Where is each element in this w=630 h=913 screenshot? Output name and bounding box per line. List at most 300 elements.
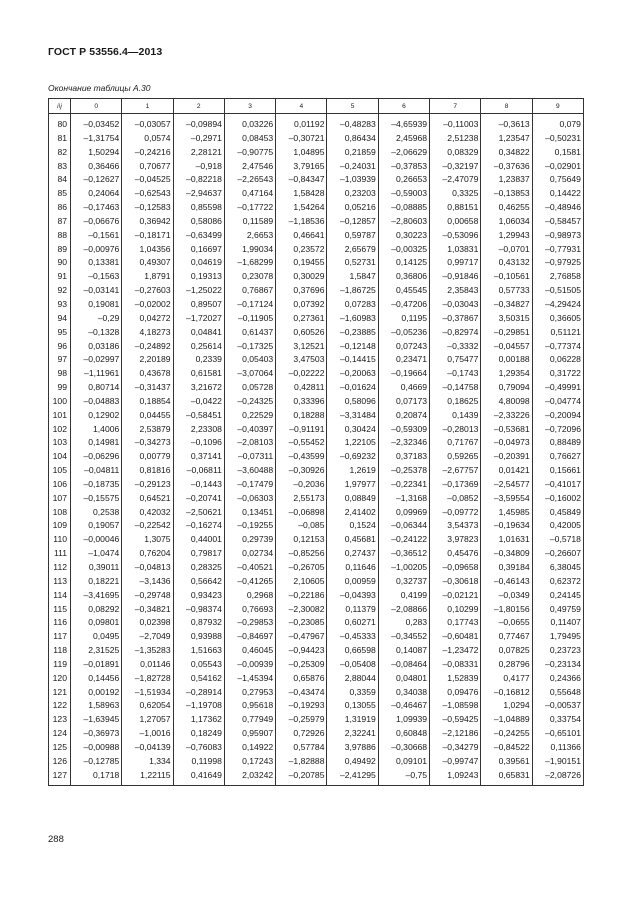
- value-cell: –0,29748: [122, 589, 173, 603]
- value-cell: –0,00046: [71, 533, 122, 547]
- value-cell: –0,12148: [327, 340, 378, 354]
- value-cell: –0,34821: [122, 603, 173, 617]
- value-cell: 0,23572: [276, 243, 327, 257]
- table-row: [49, 423, 584, 437]
- value-cell: –0,90775: [224, 146, 275, 160]
- value-cell: –0,0852: [430, 492, 481, 506]
- value-cell: 3,47503: [276, 353, 327, 367]
- value-cell: –2,54577: [481, 478, 532, 492]
- table-row: [49, 630, 584, 644]
- row-index-cell: 98: [49, 367, 71, 381]
- value-cell: 0,03186: [71, 340, 122, 354]
- value-cell: 1,27057: [122, 713, 173, 727]
- value-cell: 0,55648: [532, 686, 583, 700]
- value-cell: –0,34279: [430, 741, 481, 755]
- value-cell: 0,79817: [173, 547, 224, 561]
- value-cell: 0,31722: [532, 367, 583, 381]
- value-cell: 0,00188: [481, 353, 532, 367]
- value-cell: –0,24255: [481, 727, 532, 741]
- header-row: [49, 99, 584, 114]
- value-cell: 0,46045: [224, 644, 275, 658]
- row-index-cell: 80: [49, 114, 71, 132]
- value-cell: –0,69232: [327, 450, 378, 464]
- value-cell: –0,09772: [430, 506, 481, 520]
- value-cell: –0,46143: [481, 575, 532, 589]
- value-cell: –0,19664: [378, 367, 429, 381]
- value-cell: –0,14415: [327, 353, 378, 367]
- value-cell: 0,42032: [122, 506, 173, 520]
- row-index-cell: 103: [49, 436, 71, 450]
- table-row: [49, 395, 584, 409]
- value-cell: –3,07064: [224, 367, 275, 381]
- value-cell: 0,13381: [71, 256, 122, 270]
- value-cell: –4,29424: [532, 298, 583, 312]
- value-cell: –0,28914: [173, 686, 224, 700]
- value-cell: 0,36466: [71, 160, 122, 174]
- value-cell: 0,45681: [327, 533, 378, 547]
- value-cell: –0,1328: [71, 326, 122, 340]
- value-cell: 0,60848: [378, 727, 429, 741]
- value-cell: 0,41649: [173, 769, 224, 785]
- value-cell: 0,24366: [532, 672, 583, 686]
- value-cell: 1,22115: [122, 769, 173, 785]
- value-cell: –0,53096: [430, 229, 481, 243]
- value-cell: 0,17743: [430, 616, 481, 630]
- value-cell: –0,01891: [71, 658, 122, 672]
- value-cell: 2,35843: [430, 284, 481, 298]
- row-index-cell: 91: [49, 270, 71, 284]
- row-index-cell: 111: [49, 547, 71, 561]
- value-cell: 0,77949: [224, 713, 275, 727]
- value-cell: –0,45333: [327, 630, 378, 644]
- value-cell: 1,45985: [481, 506, 532, 520]
- value-cell: –0,0701: [481, 243, 532, 257]
- value-cell: –0,26705: [276, 561, 327, 575]
- value-cell: 0,00959: [327, 575, 378, 589]
- table-row: [49, 492, 584, 506]
- value-cell: –2,30082: [276, 603, 327, 617]
- value-cell: –0,40397: [224, 423, 275, 437]
- value-cell: –0,20785: [276, 769, 327, 785]
- value-cell: –0,0422: [173, 395, 224, 409]
- value-cell: 1,52839: [430, 672, 481, 686]
- value-cell: 0,54162: [173, 672, 224, 686]
- value-cell: 0,45849: [532, 506, 583, 520]
- value-cell: 0,59787: [327, 229, 378, 243]
- value-cell: –0,17124: [224, 298, 275, 312]
- value-cell: 0,58096: [327, 395, 378, 409]
- row-index-cell: 118: [49, 644, 71, 658]
- value-cell: 1,99034: [224, 243, 275, 257]
- value-cell: 2,51238: [430, 132, 481, 146]
- row-index-cell: 121: [49, 686, 71, 700]
- value-cell: –0,23885: [327, 326, 378, 340]
- value-cell: 0,30029: [276, 270, 327, 284]
- value-cell: 2,76858: [532, 270, 583, 284]
- value-cell: 0,00658: [430, 215, 481, 229]
- value-cell: –1,72027: [173, 312, 224, 326]
- value-cell: –0,76083: [173, 741, 224, 755]
- value-cell: 0,14087: [378, 644, 429, 658]
- value-cell: 0,17243: [224, 755, 275, 769]
- value-cell: 0,62372: [532, 575, 583, 589]
- value-cell: 0,42005: [532, 519, 583, 533]
- value-cell: –0,23134: [532, 658, 583, 672]
- table-row: [49, 173, 584, 187]
- value-cell: –0,60481: [430, 630, 481, 644]
- value-cell: 0,28796: [481, 658, 532, 672]
- row-index-cell: 84: [49, 173, 71, 187]
- value-cell: –0,918: [173, 160, 224, 174]
- value-cell: 0,71767: [430, 436, 481, 450]
- value-cell: –0,15575: [71, 492, 122, 506]
- value-cell: 3,97886: [327, 741, 378, 755]
- value-cell: 2,20189: [122, 353, 173, 367]
- value-cell: –0,91191: [276, 423, 327, 437]
- value-cell: –2,08866: [378, 603, 429, 617]
- value-cell: 3,54373: [430, 519, 481, 533]
- value-cell: –0,41017: [532, 478, 583, 492]
- value-cell: –0,34552: [378, 630, 429, 644]
- value-cell: –1,82888: [276, 755, 327, 769]
- value-cell: 2,6653: [224, 229, 275, 243]
- column-header: 8: [481, 99, 532, 114]
- value-cell: 0,46255: [481, 201, 532, 215]
- value-cell: 0,75649: [532, 173, 583, 187]
- value-cell: –0,03452: [71, 114, 122, 132]
- value-cell: –2,7049: [122, 630, 173, 644]
- value-cell: –0,04139: [122, 741, 173, 755]
- value-cell: 0,76867: [224, 284, 275, 298]
- value-cell: 0,01146: [122, 658, 173, 672]
- value-cell: 0,18288: [276, 409, 327, 423]
- value-cell: –0,13853: [481, 187, 532, 201]
- value-cell: 0,07825: [481, 644, 532, 658]
- value-cell: 0,23203: [327, 187, 378, 201]
- value-cell: 1,04356: [122, 243, 173, 257]
- value-cell: –0,84522: [481, 741, 532, 755]
- value-cell: 0,27361: [276, 312, 327, 326]
- value-cell: –0,91846: [430, 270, 481, 284]
- value-cell: 1,50294: [71, 146, 122, 160]
- value-cell: 3,50315: [481, 312, 532, 326]
- value-cell: 0,18221: [71, 575, 122, 589]
- value-cell: 1,5847: [327, 270, 378, 284]
- table-row: [49, 187, 584, 201]
- table-row: [49, 672, 584, 686]
- table-row: [49, 381, 584, 395]
- value-cell: –1,45394: [224, 672, 275, 686]
- value-cell: 0,45476: [430, 547, 481, 561]
- value-cell: –0,58457: [532, 215, 583, 229]
- value-cell: 0,64521: [122, 492, 173, 506]
- value-cell: –0,72096: [532, 423, 583, 437]
- table-row: [49, 367, 584, 381]
- value-cell: –2,08726: [532, 769, 583, 785]
- value-cell: 3,21672: [173, 381, 224, 395]
- value-cell: 0,05728: [224, 381, 275, 395]
- value-cell: 0,20874: [378, 409, 429, 423]
- row-index-cell: 123: [49, 713, 71, 727]
- value-cell: 0,75477: [430, 353, 481, 367]
- value-cell: –0,06811: [173, 464, 224, 478]
- value-cell: –0,085: [276, 519, 327, 533]
- value-cell: 0,04272: [122, 312, 173, 326]
- value-cell: –0,06898: [276, 506, 327, 520]
- value-cell: –0,29853: [224, 616, 275, 630]
- value-cell: 0,02734: [224, 547, 275, 561]
- value-cell: 0,11646: [327, 561, 378, 575]
- value-cell: –0,14758: [430, 381, 481, 395]
- value-cell: –0,20063: [327, 367, 378, 381]
- value-cell: 0,19081: [71, 298, 122, 312]
- value-cell: 0,60526: [276, 326, 327, 340]
- value-cell: 1,54264: [276, 201, 327, 215]
- value-cell: –0,59425: [430, 713, 481, 727]
- value-cell: –0,16002: [532, 492, 583, 506]
- value-cell: –1,23472: [430, 644, 481, 658]
- value-cell: –0,24122: [378, 533, 429, 547]
- table-row: [49, 533, 584, 547]
- value-cell: 0,19455: [276, 256, 327, 270]
- value-cell: 0,99717: [430, 256, 481, 270]
- row-index-cell: 88: [49, 229, 71, 243]
- value-cell: –2,67757: [430, 464, 481, 478]
- value-cell: 0,70677: [122, 160, 173, 174]
- value-cell: 0,08292: [71, 603, 122, 617]
- value-cell: 0,0495: [71, 630, 122, 644]
- column-header-index: i\j: [49, 99, 71, 114]
- value-cell: 0,30424: [327, 423, 378, 437]
- row-index-cell: 126: [49, 755, 71, 769]
- value-cell: 0,89507: [173, 298, 224, 312]
- value-cell: 0,36605: [532, 312, 583, 326]
- value-cell: –0,06676: [71, 215, 122, 229]
- value-cell: 0,25614: [173, 340, 224, 354]
- value-cell: 0,45545: [378, 284, 429, 298]
- value-cell: 4,18273: [122, 326, 173, 340]
- table-row: [49, 616, 584, 630]
- value-cell: 0,13055: [327, 699, 378, 713]
- value-cell: 0,2339: [173, 353, 224, 367]
- column-header: 5: [327, 99, 378, 114]
- data-table: [48, 98, 584, 786]
- value-cell: –0,34273: [122, 436, 173, 450]
- value-cell: 0,07243: [378, 340, 429, 354]
- row-index-cell: 101: [49, 409, 71, 423]
- value-cell: –0,04393: [327, 589, 378, 603]
- value-cell: 1,58428: [276, 187, 327, 201]
- value-cell: –0,11003: [430, 114, 481, 132]
- value-cell: 0,37141: [173, 450, 224, 464]
- value-cell: –0,04883: [71, 395, 122, 409]
- table-row: [49, 450, 584, 464]
- value-cell: 0,22529: [224, 409, 275, 423]
- row-index-cell: 104: [49, 450, 71, 464]
- value-cell: 0,28325: [173, 561, 224, 575]
- value-cell: 2,10605: [276, 575, 327, 589]
- value-cell: 0,27953: [224, 686, 275, 700]
- value-cell: –0,19255: [224, 519, 275, 533]
- value-cell: 0,33396: [276, 395, 327, 409]
- value-cell: –0,43474: [276, 686, 327, 700]
- value-cell: 0,85598: [173, 201, 224, 215]
- value-cell: 0,19313: [173, 270, 224, 284]
- value-cell: 0,93423: [173, 589, 224, 603]
- value-cell: 0,36806: [378, 270, 429, 284]
- value-cell: –0,84697: [224, 630, 275, 644]
- value-cell: 0,81816: [122, 464, 173, 478]
- value-cell: 1,51663: [173, 644, 224, 658]
- table-row: [49, 146, 584, 160]
- table-row: [49, 727, 584, 741]
- value-cell: –0,47206: [378, 298, 429, 312]
- value-cell: 0,07283: [327, 298, 378, 312]
- column-header: 3: [224, 99, 275, 114]
- row-index-cell: 106: [49, 478, 71, 492]
- value-cell: 0,66598: [327, 644, 378, 658]
- table-row: [49, 340, 584, 354]
- value-cell: –0,82218: [173, 173, 224, 187]
- value-cell: –1,35283: [122, 644, 173, 658]
- value-cell: 0,14981: [71, 436, 122, 450]
- value-cell: 0,29739: [224, 533, 275, 547]
- value-cell: 2,28121: [173, 146, 224, 160]
- value-cell: –2,41295: [327, 769, 378, 785]
- value-cell: –0,10561: [481, 270, 532, 284]
- value-cell: 0,05543: [173, 658, 224, 672]
- value-cell: 0,02398: [122, 616, 173, 630]
- value-cell: 0,05403: [224, 353, 275, 367]
- value-cell: 1,97977: [327, 478, 378, 492]
- value-cell: –0,58451: [173, 409, 224, 423]
- value-cell: –0,04973: [481, 436, 532, 450]
- value-cell: 0,2538: [71, 506, 122, 520]
- value-cell: –0,02121: [430, 589, 481, 603]
- row-index-cell: 116: [49, 616, 71, 630]
- value-cell: 0,01192: [276, 114, 327, 132]
- table-caption: Окончание таблицы А.30: [48, 83, 151, 93]
- value-cell: –0,02901: [532, 160, 583, 174]
- value-cell: –0,0655: [481, 616, 532, 630]
- value-cell: –0,30721: [276, 132, 327, 146]
- row-index-cell: 83: [49, 160, 71, 174]
- row-index-cell: 96: [49, 340, 71, 354]
- value-cell: –0,1563: [71, 270, 122, 284]
- value-cell: 2,23308: [173, 423, 224, 437]
- table-row: [49, 201, 584, 215]
- value-cell: 0,88489: [532, 436, 583, 450]
- value-cell: 0,79094: [481, 381, 532, 395]
- value-cell: 0,14922: [224, 741, 275, 755]
- value-cell: –3,1436: [122, 575, 173, 589]
- value-cell: 0,1195: [378, 312, 429, 326]
- value-cell: –0,06303: [224, 492, 275, 506]
- value-cell: –0,03057: [122, 114, 173, 132]
- value-cell: –0,65101: [532, 727, 583, 741]
- value-cell: –0,29851: [481, 326, 532, 340]
- value-cell: 0,52731: [327, 256, 378, 270]
- value-cell: –0,1561: [71, 229, 122, 243]
- row-index-cell: 100: [49, 395, 71, 409]
- value-cell: 0,12902: [71, 409, 122, 423]
- value-cell: –2,33226: [481, 409, 532, 423]
- value-cell: 3,97823: [430, 533, 481, 547]
- value-cell: 0,08329: [430, 146, 481, 160]
- value-cell: 0,93988: [173, 630, 224, 644]
- table-row: [49, 326, 584, 340]
- row-index-cell: 114: [49, 589, 71, 603]
- table-row: [49, 256, 584, 270]
- value-cell: 0,49307: [122, 256, 173, 270]
- value-cell: 0,43132: [481, 256, 532, 270]
- value-cell: 0,08453: [224, 132, 275, 146]
- value-cell: 0,11589: [224, 215, 275, 229]
- value-cell: –0,04774: [532, 395, 583, 409]
- row-index-cell: 89: [49, 243, 71, 257]
- value-cell: –0,12583: [122, 201, 173, 215]
- value-cell: –0,19634: [481, 519, 532, 533]
- value-cell: –0,04813: [122, 561, 173, 575]
- value-cell: 0,06228: [532, 353, 583, 367]
- value-cell: –0,41265: [224, 575, 275, 589]
- table-body: [49, 114, 584, 786]
- value-cell: 0,14422: [532, 187, 583, 201]
- value-cell: 0,1439: [430, 409, 481, 423]
- value-cell: –0,25309: [276, 658, 327, 672]
- value-cell: –0,48283: [327, 114, 378, 132]
- value-cell: 1,2619: [327, 464, 378, 478]
- value-cell: 0,21859: [327, 146, 378, 160]
- value-cell: 0,079: [532, 114, 583, 132]
- table-row: [49, 284, 584, 298]
- value-cell: 1,3075: [122, 533, 173, 547]
- value-cell: –0,75: [378, 769, 429, 785]
- value-cell: –0,43599: [276, 450, 327, 464]
- value-cell: –0,27603: [122, 284, 173, 298]
- value-cell: 0,23723: [532, 644, 583, 658]
- value-cell: 0,57733: [481, 284, 532, 298]
- value-cell: –1,3168: [378, 492, 429, 506]
- value-cell: 0,76204: [122, 547, 173, 561]
- value-cell: 0,27437: [327, 547, 378, 561]
- value-cell: 0,49492: [327, 755, 378, 769]
- value-cell: –0,22542: [122, 519, 173, 533]
- value-cell: –0,98973: [532, 229, 583, 243]
- value-cell: 0,24145: [532, 589, 583, 603]
- value-cell: –0,1443: [173, 478, 224, 492]
- table-row: [49, 270, 584, 284]
- value-cell: –0,22341: [378, 478, 429, 492]
- value-cell: –0,02997: [71, 353, 122, 367]
- value-cell: –0,36973: [71, 727, 122, 741]
- value-cell: –0,97925: [532, 256, 583, 270]
- value-cell: –0,94423: [276, 644, 327, 658]
- row-index-cell: 120: [49, 672, 71, 686]
- value-cell: –0,25378: [378, 464, 429, 478]
- value-cell: –2,06629: [378, 146, 429, 160]
- value-cell: 0,23471: [378, 353, 429, 367]
- value-cell: 1,29354: [481, 367, 532, 381]
- value-cell: –0,11905: [224, 312, 275, 326]
- value-cell: –0,2036: [276, 478, 327, 492]
- value-cell: –0,29: [71, 312, 122, 326]
- value-cell: –0,23085: [276, 616, 327, 630]
- value-cell: 0,32737: [378, 575, 429, 589]
- value-cell: 0,61581: [173, 367, 224, 381]
- table-row: [49, 755, 584, 769]
- value-cell: –0,04811: [71, 464, 122, 478]
